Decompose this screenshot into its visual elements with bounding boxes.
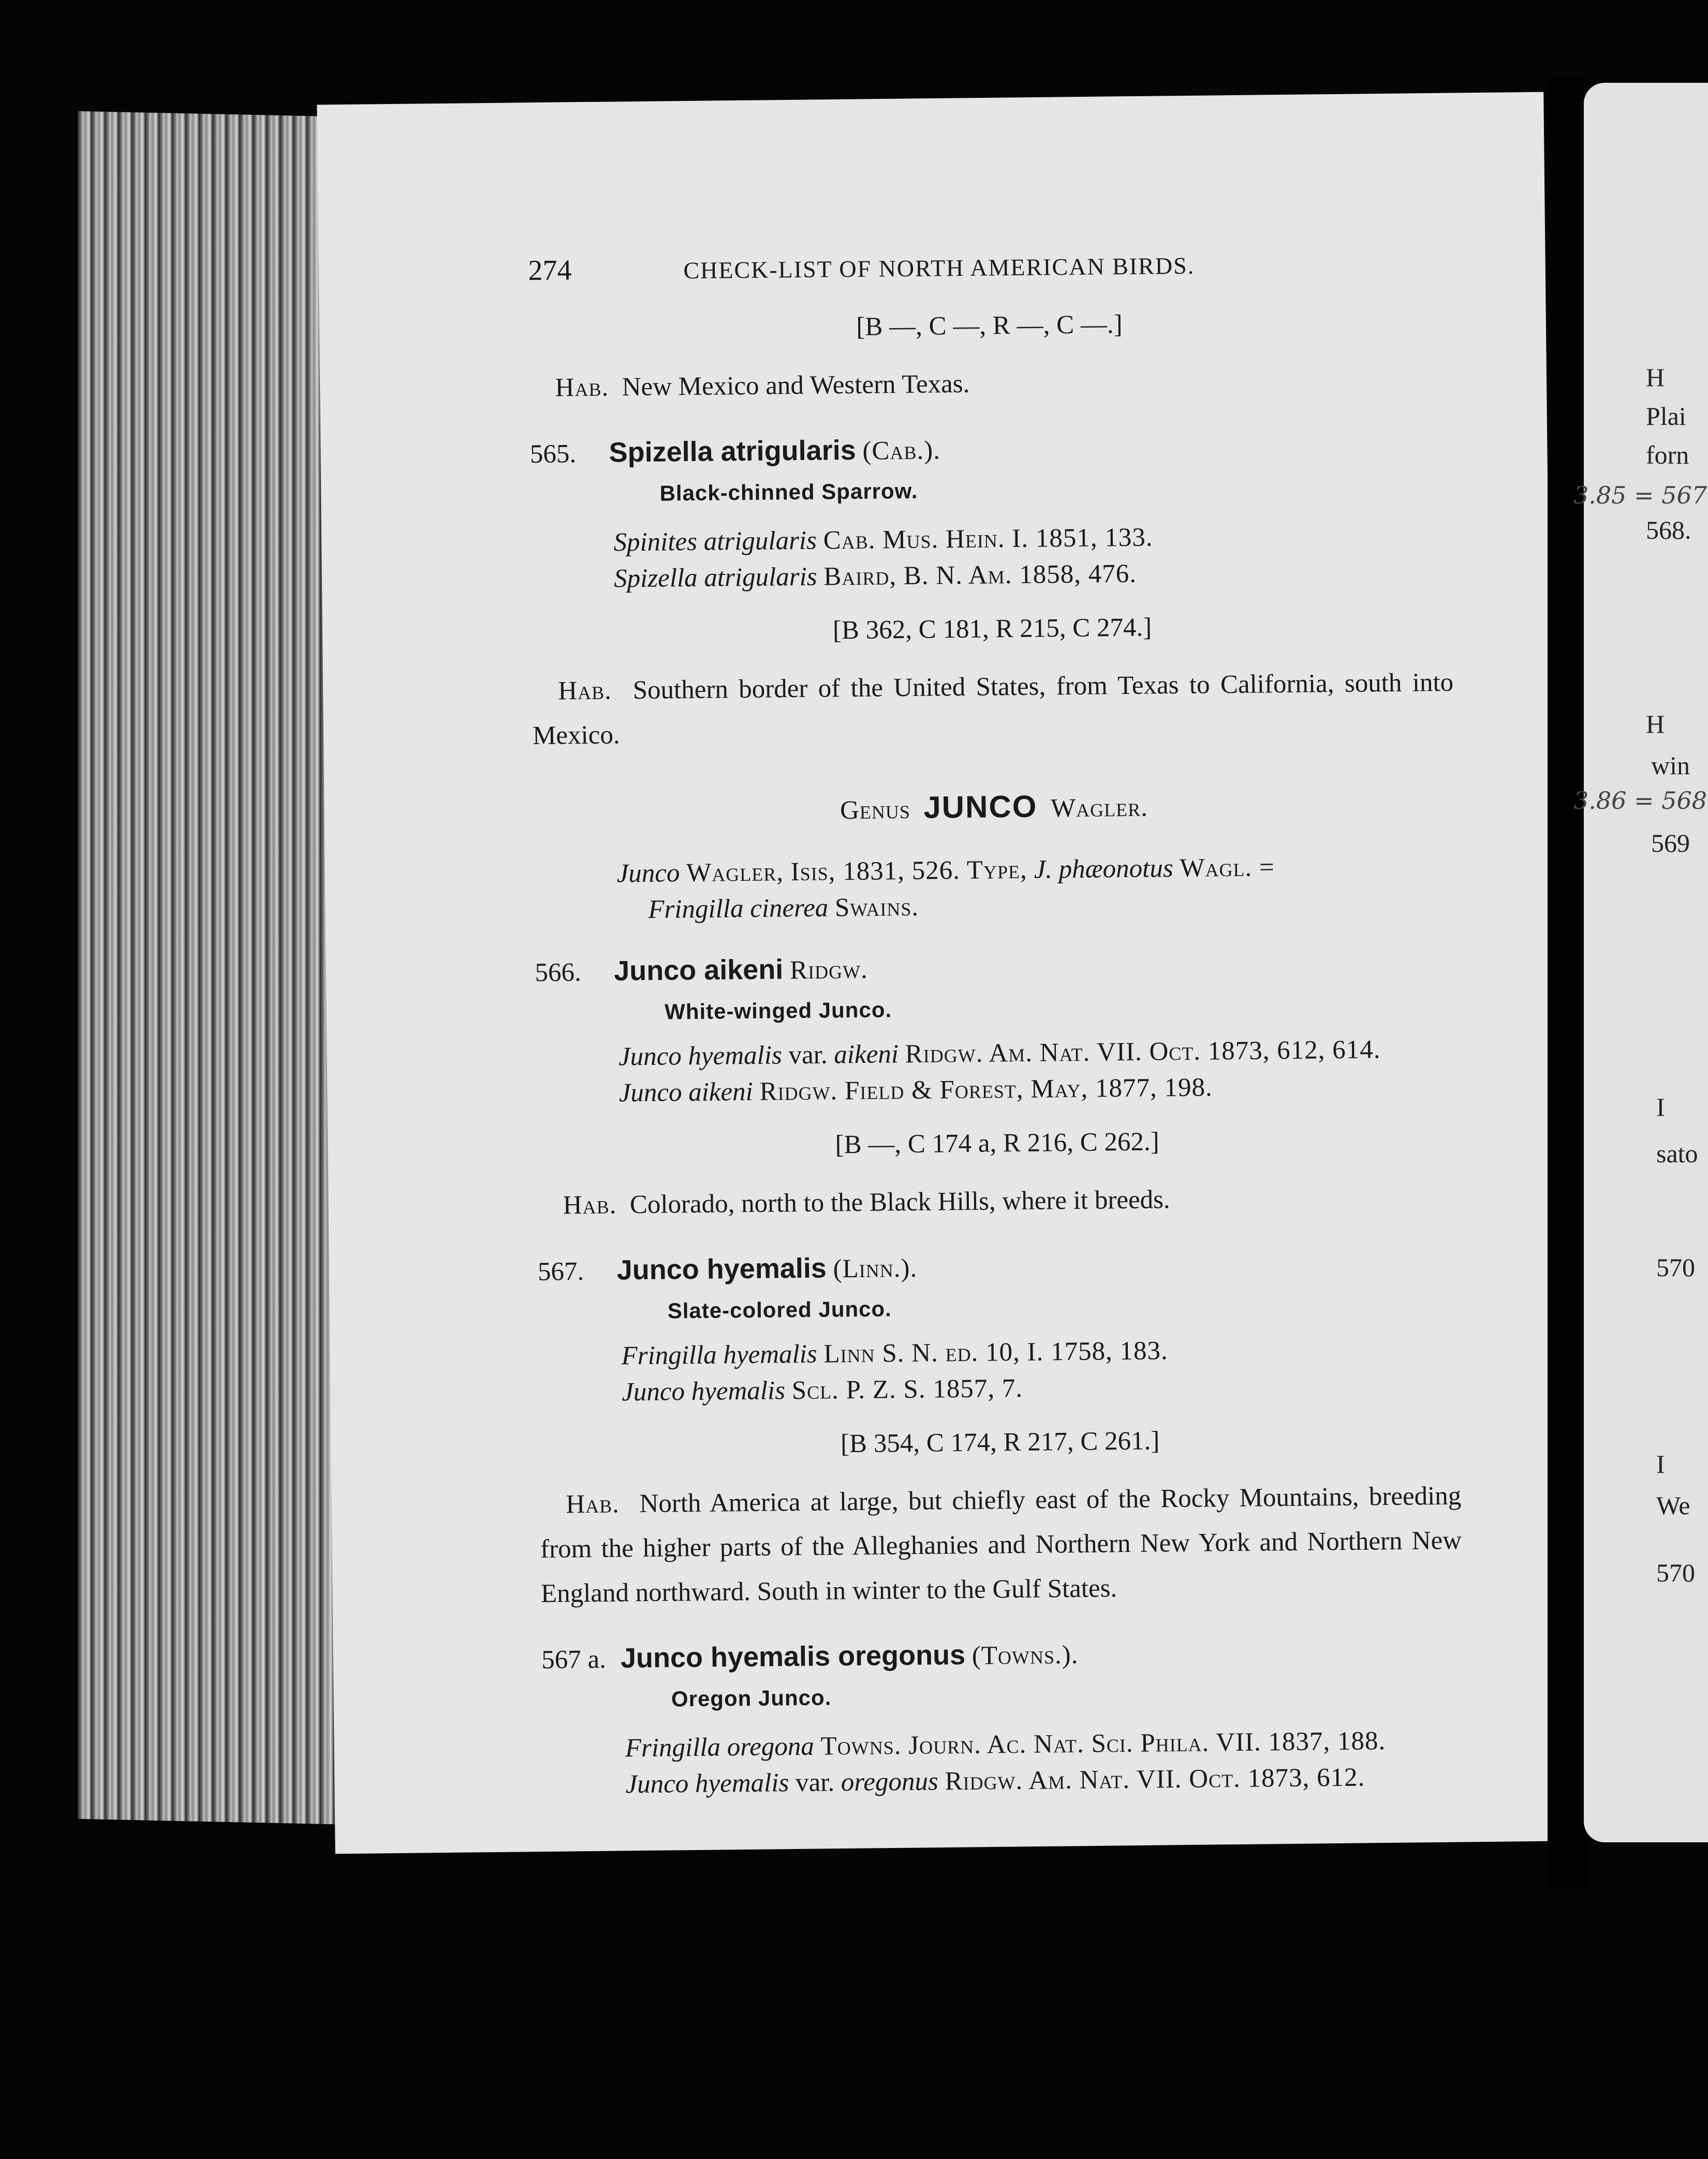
page-content xyxy=(528,240,1464,1803)
synonym: Fringilla oregona Towns. Journ. Ac. Nat. Sci. Phila. VII. 1837, 188. xyxy=(625,1726,1386,1763)
references: [B —, C —, R —, C —.] xyxy=(856,309,1123,342)
species-entry-567a xyxy=(541,1628,1464,1803)
species-author: Ridgw. xyxy=(789,955,868,985)
species-author: (Linn.). xyxy=(833,1253,918,1284)
common-name: Black-chinned Sparrow. xyxy=(659,478,918,506)
species-entry-567 xyxy=(538,1240,1463,1616)
right-fragment: Plai xyxy=(1646,402,1686,431)
references: [B —, C 174 a, R 216, C 262.] xyxy=(835,1127,1159,1160)
right-fragment: win xyxy=(1651,751,1690,780)
book-gutter xyxy=(1548,78,1589,1889)
right-page xyxy=(1573,83,1708,1842)
page-title: CHECK-LIST OF NORTH AMERICAN BIRDS. xyxy=(683,252,1195,284)
species-name: Junco hyemalis xyxy=(616,1252,827,1286)
species-entry-566 xyxy=(535,941,1459,1228)
right-fragment: I xyxy=(1656,1450,1665,1478)
habitat: Hab. New Mexico and Western Texas. xyxy=(555,369,970,403)
species-name: Spizella atrigularis xyxy=(609,434,856,468)
right-fragment: I xyxy=(1656,1092,1665,1121)
synonym: Junco hyemalis var. aikeni Ridgw. Am. Nat. VII. Oct. 1873, 612, 614. xyxy=(618,1035,1381,1072)
species-name: Junco hyemalis oregonus xyxy=(620,1639,966,1674)
right-fragment: H xyxy=(1646,363,1665,392)
species-number: 567. xyxy=(537,1257,584,1286)
right-fragment: sato xyxy=(1656,1139,1698,1168)
species-author: (Cab.). xyxy=(862,436,941,466)
synonym: Fringilla hyemalis Linn S. N. ed. 10, I. 1758, 183. xyxy=(621,1336,1169,1371)
handwritten-note: 3.85 = 567 xyxy=(1573,481,1707,509)
common-name: Oregon Junco. xyxy=(671,1685,832,1711)
common-name: White-winged Junco. xyxy=(664,997,892,1024)
genus-heading: Genus JUNCO Wagler. xyxy=(840,789,1149,825)
species-number: 567 a. xyxy=(541,1645,607,1675)
right-fragment: 568. xyxy=(1646,515,1691,544)
book-page-edges xyxy=(78,111,336,1824)
species-number: 565. xyxy=(529,439,577,469)
species-name: Junco aikeni xyxy=(613,954,784,987)
page-number: 274 xyxy=(528,254,572,287)
running-head xyxy=(528,240,1450,294)
synonym: Junco hyemalis Scl. P. Z. S. 1857, 7. xyxy=(621,1373,1023,1407)
handwritten-note: 3.86 = 568 xyxy=(1573,787,1707,815)
species-author: (Towns.). xyxy=(971,1640,1079,1670)
species-entry-565 xyxy=(529,422,1454,758)
habitat: Hab. Colorado, north to the Black Hills, where it breeds. xyxy=(563,1185,1170,1220)
genus-synonymy: Junco Wagler, Isis, 1831, 526. Type, J. phæonotus Wagl. = Fringilla cinerea Swains. xyxy=(616,853,1275,924)
references: [B 354, C 174, R 217, C 261.] xyxy=(840,1426,1160,1459)
right-fragment: 570 xyxy=(1656,1558,1695,1587)
synonym: Spinites atrigularis Cab. Mus. Hein. I. 1851, 133. xyxy=(613,523,1153,557)
common-name: Slate-colored Junco. xyxy=(667,1296,892,1323)
right-fragment: We xyxy=(1656,1491,1690,1520)
genus-name: JUNCO xyxy=(923,789,1038,825)
right-fragment: H xyxy=(1646,709,1665,738)
synonym: Junco aikeni Ridgw. Field & Forest, May, 1877, 198. xyxy=(619,1073,1213,1108)
right-fragment: forn xyxy=(1646,440,1689,469)
habitat: Hab. North America at large, but chiefly east of the Rocky Mountains, breeding from the higher parts of the Alleghanies and Northern New York and Northern New England northward. South in winter to the Gulf States. xyxy=(540,1481,1462,1608)
habitat: Hab. Southern border of the United States, from Texas to California, south into Mexico. xyxy=(532,668,1454,750)
synonym: Junco hyemalis var. oregonus Ridgw. Am. Nat. VII. Oct. 1873, 612. xyxy=(625,1763,1365,1799)
references: [B 362, C 181, R 215, C 274.] xyxy=(832,613,1152,645)
synonym: Spizella atrigularis Baird, B. N. Am. 1858, 476. xyxy=(613,559,1137,594)
right-fragment: 569 xyxy=(1651,829,1690,857)
species-number: 566. xyxy=(535,958,581,987)
right-fragment: 570 xyxy=(1656,1253,1695,1282)
